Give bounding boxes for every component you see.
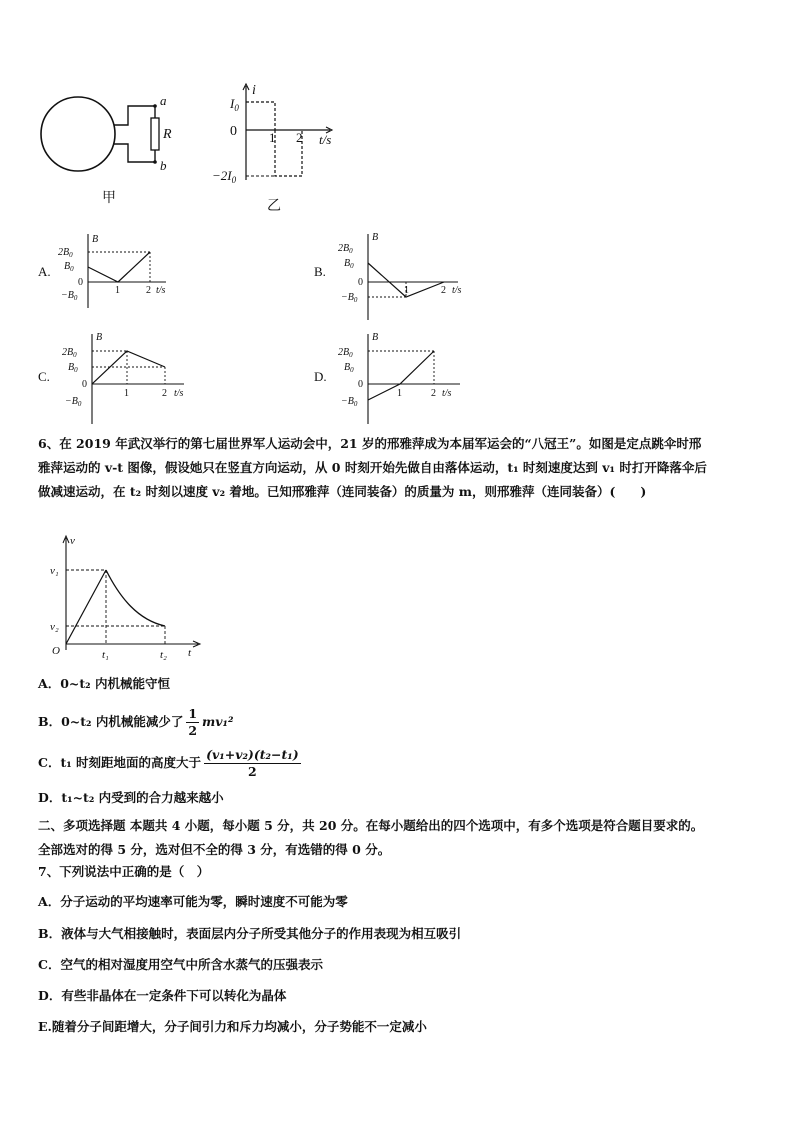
- svg-text:O: O: [52, 645, 60, 657]
- option-a-graph: [58, 230, 188, 310]
- svg-text:B0: $B_0$: [64, 261, 74, 273]
- svg-text:B: B: [372, 332, 379, 343]
- option-b-letter: B.: [314, 264, 326, 279]
- svg-text:B: B: [96, 332, 103, 343]
- figure-yi-current-graph: [210, 80, 350, 220]
- svg-text:t₂: t₂: [160, 649, 167, 661]
- axis-label-t: t/s: [319, 132, 332, 147]
- axis-label-i: i: [252, 83, 256, 98]
- lead-wires: [114, 106, 155, 162]
- option-c-curve: [92, 351, 165, 384]
- svg-text:B: B: [92, 234, 99, 245]
- svg-text:2: 2: [162, 388, 167, 399]
- svg-text:−B0: $-B_0$: [341, 292, 358, 304]
- svg-text:t/s: t/s: [156, 285, 166, 296]
- q7-option-e: E.随着分子间距增大，分子间引力和斥力均减小，分子势能不一定减小: [38, 1019, 427, 1034]
- q7-option-a: A．分子运动的平均速率可能为零，瞬时速度不可能为零: [38, 894, 348, 909]
- svg-text:1: 1: [397, 388, 402, 399]
- svg-text:1: 1: [404, 285, 409, 296]
- svg-text:v: v: [70, 535, 75, 547]
- svg-text:B0: $B_0$: [344, 362, 354, 374]
- q6-decel-curve: [106, 570, 165, 626]
- svg-text:t₁: t₁: [102, 649, 109, 661]
- svg-text:2B0: $2B_0$: [58, 247, 73, 259]
- q7-option-b: B．液体与大气相接触时，表面层内分子所受其他分子的作用表现为相互吸引: [38, 926, 462, 941]
- svg-text:1: 1: [115, 285, 120, 296]
- svg-text:B0: $B_0$: [68, 362, 78, 374]
- svg-text:v₂: v₂: [50, 621, 59, 633]
- option-b-graph: [338, 230, 478, 322]
- q7-option-d: D．有些非晶体在一定条件下可以转化为晶体: [38, 988, 287, 1003]
- svg-text:2B0: $2B_0$: [338, 347, 353, 359]
- svg-text:2B0: $2B_0$: [62, 347, 77, 359]
- section2-header: 二、多项选择题 本题共 4 小题，每小题 5 分，共 20 分。在每小题给出的四个选项中，有多个选项是符合题目要求的。 全部选对的得 5 分，选对但不全的得 3 分，有选错的得 0 分。: [38, 818, 704, 857]
- option-c-graph: [62, 330, 202, 426]
- tick-1: 1: [269, 130, 276, 145]
- origin-label: 0: [230, 124, 237, 139]
- svg-text:t/s: t/s: [174, 388, 184, 399]
- label-neg2I0: $-2I_0$: [212, 168, 237, 185]
- label-a: a: [160, 93, 167, 108]
- svg-text:−B0: $-B_0$: [341, 396, 358, 408]
- svg-text:1: 1: [124, 388, 129, 399]
- svg-text:−B0: $-B_0$: [61, 290, 78, 302]
- label-R: R: [163, 127, 172, 142]
- svg-text:0: 0: [82, 379, 87, 390]
- svg-text:t: t: [188, 647, 192, 659]
- svg-text:0: 0: [358, 277, 363, 288]
- svg-text:−B0: $-B_0$: [65, 396, 82, 408]
- svg-text:B: B: [372, 232, 379, 243]
- q6-option-c-fraction: $\frac{\text{(v₁+v₂)(t₂−t₁)}}{2}$: [206, 747, 299, 779]
- svg-text:0: 0: [78, 277, 83, 288]
- q6-option-a: A．0~t₂ 内机械能守恒: [38, 676, 170, 691]
- wire-loop: [41, 97, 115, 171]
- q6-option-c: C．t₁ 时刻距地面的高度大于 $\frac{\text{(v₁+v₂)(t₂−t₁)}}{2}$: [38, 747, 299, 779]
- svg-text:t/s: t/s: [442, 388, 452, 399]
- figure-jia-loop-circuit: [30, 90, 180, 210]
- svg-text:t/s: t/s: [452, 285, 462, 296]
- caption-jia: 甲: [102, 191, 116, 206]
- q6-option-b: B．0~t₂ 内机械能减少了 $\frac{1}{2}$ mv₁²: [38, 706, 234, 738]
- option-d-graph: [338, 330, 478, 426]
- option-a-curve: [88, 252, 150, 282]
- q7-stem: 7、下列说法中正确的是（ ）: [38, 864, 210, 879]
- svg-text:B0: $B_0$: [344, 258, 354, 270]
- q6-stem: 6、在 2019 年武汉举行的第七届世界军人运动会中，21 岁的邢雅萍成为本届军运会的“八冠王”。如图是定点跳伞时邢 雅萍运动的 v-t 图像，假设她只在竖直方向运动，从 0 时刻开始先做自由落体运动，t₁ 时刻速度达到 v₁ 时打开降落伞后 做减速运动，在 t₂ 时刻以速度 v₂ 着地。已知邢雅萍（连同装备）的质量为 m，则邢雅萍（连同装备）( ): [38, 436, 707, 499]
- label-I0: $I_0$: [230, 96, 239, 113]
- tick-2: 2: [296, 130, 303, 145]
- resistor-R: [151, 118, 159, 150]
- q6-option-b-fraction: $\frac{1}{2}$: [188, 706, 198, 738]
- q6-vt-graph: [48, 532, 208, 664]
- option-a-letter: A.: [38, 264, 51, 279]
- svg-text:0: 0: [358, 379, 363, 390]
- option-d-letter: D.: [314, 369, 327, 384]
- option-c-letter: C.: [38, 369, 50, 384]
- label-b: b: [160, 158, 167, 173]
- q7-option-c: C．空气的相对湿度用空气中所含水蒸气的压强表示: [38, 957, 323, 972]
- caption-yi: 乙: [267, 199, 281, 214]
- svg-text:2: 2: [146, 285, 151, 296]
- current-pulse-positive: [246, 102, 275, 130]
- svg-text:2: 2: [431, 388, 436, 399]
- svg-text:2: 2: [441, 285, 446, 296]
- svg-text:2B0: $2B_0$: [338, 243, 353, 255]
- svg-text:v₁: v₁: [50, 565, 59, 577]
- q6-option-d: D．t₁~t₂ 内受到的合力越来越小: [38, 790, 224, 805]
